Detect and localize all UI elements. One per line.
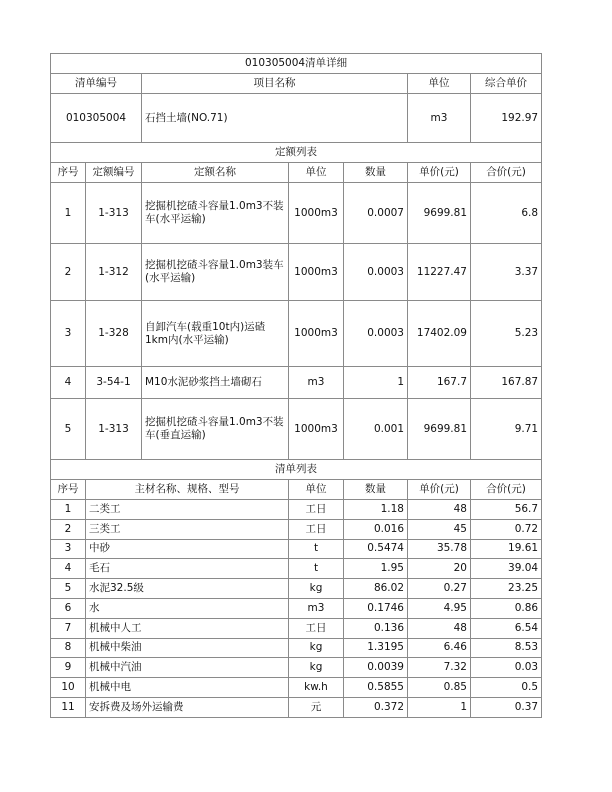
quota-total: 6.8 [471, 183, 542, 244]
quota-col-total: 合价(元) [471, 163, 542, 183]
material-col-total: 合价(元) [471, 480, 542, 500]
material-unit: 工日 [289, 618, 344, 638]
material-total: 39.04 [471, 559, 542, 579]
material-unit: kw.h [289, 678, 344, 698]
material-price: 35.78 [408, 539, 471, 559]
material-row [51, 500, 542, 520]
quota-row [51, 301, 542, 367]
material-total: 0.86 [471, 598, 542, 618]
material-name: 机械中汽油 [86, 658, 289, 678]
material-qty: 1.95 [344, 559, 408, 579]
material-name: 水泥32.5级 [86, 579, 289, 599]
quota-col-no: 序号 [51, 163, 86, 183]
material-col-name: 主材名称、规格、型号 [86, 480, 289, 500]
code-header: 清单编号 [51, 74, 142, 94]
material-unit: 工日 [289, 500, 344, 520]
material-price: 7.32 [408, 658, 471, 678]
material-qty: 0.5474 [344, 539, 408, 559]
quota-qty: 1 [344, 367, 408, 399]
unit-header: 单位 [408, 74, 471, 94]
quota-row [51, 183, 542, 244]
material-total: 23.25 [471, 579, 542, 599]
material-no: 5 [51, 579, 86, 599]
quota-unit: 1000m3 [289, 244, 344, 301]
material-total: 6.54 [471, 618, 542, 638]
quota-col-qty: 数量 [344, 163, 408, 183]
material-name: 机械中电 [86, 678, 289, 698]
quota-qty: 0.001 [344, 399, 408, 460]
quota-price: 17402.09 [408, 301, 471, 367]
quota-name: 挖掘机挖碴斗容量1.0m3不装车(垂直运输) [142, 399, 289, 460]
quota-price: 167.7 [408, 367, 471, 399]
quota-qty: 0.0003 [344, 244, 408, 301]
quota-total: 167.87 [471, 367, 542, 399]
material-price: 0.27 [408, 579, 471, 599]
quota-no: 3 [51, 301, 86, 367]
material-row [51, 519, 542, 539]
material-col-price: 单价(元) [408, 480, 471, 500]
quota-total: 3.37 [471, 244, 542, 301]
material-no: 7 [51, 618, 86, 638]
material-no: 1 [51, 500, 86, 520]
material-no: 10 [51, 678, 86, 698]
material-row [51, 697, 542, 717]
quota-unit: 1000m3 [289, 301, 344, 367]
material-row [51, 618, 542, 638]
material-no: 4 [51, 559, 86, 579]
material-price: 4.95 [408, 598, 471, 618]
material-section-title: 清单列表 [51, 460, 542, 480]
name-header: 项目名称 [142, 74, 408, 94]
quota-code: 1-312 [86, 244, 142, 301]
quota-row [51, 244, 542, 301]
item-name: 石挡土墙(NO.71) [142, 94, 408, 143]
material-unit: t [289, 539, 344, 559]
material-no: 9 [51, 658, 86, 678]
quota-row [51, 367, 542, 399]
quota-price: 9699.81 [408, 183, 471, 244]
material-price: 20 [408, 559, 471, 579]
quota-name: 自卸汽车(载重10t内)运碴1km内(水平运输) [142, 301, 289, 367]
item-unit: m3 [408, 94, 471, 143]
quota-price: 9699.81 [408, 399, 471, 460]
quota-no: 5 [51, 399, 86, 460]
quota-no: 1 [51, 183, 86, 244]
material-total: 0.37 [471, 697, 542, 717]
material-name: 二类工 [86, 500, 289, 520]
material-row [51, 579, 542, 599]
quota-qty: 0.0007 [344, 183, 408, 244]
material-unit: kg [289, 579, 344, 599]
material-unit: 工日 [289, 519, 344, 539]
material-name: 机械中人工 [86, 618, 289, 638]
material-unit: 元 [289, 697, 344, 717]
material-total: 8.53 [471, 638, 542, 658]
quota-col-name: 定额名称 [142, 163, 289, 183]
material-qty: 0.5855 [344, 678, 408, 698]
material-price: 45 [408, 519, 471, 539]
material-row [51, 658, 542, 678]
material-qty: 1.3195 [344, 638, 408, 658]
material-no: 11 [51, 697, 86, 717]
bill-detail-table [50, 53, 542, 718]
material-unit: m3 [289, 598, 344, 618]
material-name: 三类工 [86, 519, 289, 539]
material-price: 48 [408, 618, 471, 638]
item-code: 010305004 [51, 94, 142, 143]
quota-code: 1-313 [86, 399, 142, 460]
material-price: 0.85 [408, 678, 471, 698]
quota-no: 2 [51, 244, 86, 301]
material-price: 6.46 [408, 638, 471, 658]
material-name: 安拆费及场外运输费 [86, 697, 289, 717]
material-unit: kg [289, 658, 344, 678]
quota-no: 4 [51, 367, 86, 399]
material-row [51, 598, 542, 618]
material-name: 机械中柴油 [86, 638, 289, 658]
quota-total: 5.23 [471, 301, 542, 367]
material-no: 8 [51, 638, 86, 658]
material-total: 0.03 [471, 658, 542, 678]
material-qty: 86.02 [344, 579, 408, 599]
material-row [51, 638, 542, 658]
material-col-no: 序号 [51, 480, 86, 500]
price-header: 综合单价 [471, 74, 542, 94]
material-name: 水 [86, 598, 289, 618]
material-name: 毛石 [86, 559, 289, 579]
quota-name: 挖掘机挖碴斗容量1.0m3不装车(水平运输) [142, 183, 289, 244]
quota-unit: 1000m3 [289, 183, 344, 244]
material-qty: 0.016 [344, 519, 408, 539]
material-qty: 0.1746 [344, 598, 408, 618]
quota-col-price: 单价(元) [408, 163, 471, 183]
material-qty: 0.136 [344, 618, 408, 638]
quota-row [51, 399, 542, 460]
material-qty: 1.18 [344, 500, 408, 520]
material-no: 3 [51, 539, 86, 559]
material-row [51, 678, 542, 698]
table-title: 010305004清单详细 [51, 54, 542, 74]
material-qty: 0.0039 [344, 658, 408, 678]
quota-col-code: 定额编号 [86, 163, 142, 183]
material-total: 19.61 [471, 539, 542, 559]
quota-code: 1-328 [86, 301, 142, 367]
quota-section-title: 定额列表 [51, 143, 542, 163]
material-price: 48 [408, 500, 471, 520]
material-total: 56.7 [471, 500, 542, 520]
quota-name: M10水泥砂浆挡土墙砌石 [142, 367, 289, 399]
quota-qty: 0.0003 [344, 301, 408, 367]
material-total: 0.5 [471, 678, 542, 698]
quota-col-unit: 单位 [289, 163, 344, 183]
quota-name: 挖掘机挖碴斗容量1.0m3装车(水平运输) [142, 244, 289, 301]
quota-total: 9.71 [471, 399, 542, 460]
material-qty: 0.372 [344, 697, 408, 717]
material-no: 2 [51, 519, 86, 539]
material-no: 6 [51, 598, 86, 618]
material-unit: kg [289, 638, 344, 658]
quota-unit: m3 [289, 367, 344, 399]
material-price: 1 [408, 697, 471, 717]
item-price: 192.97 [471, 94, 542, 143]
quota-unit: 1000m3 [289, 399, 344, 460]
material-unit: t [289, 559, 344, 579]
quota-code: 1-313 [86, 183, 142, 244]
material-name: 中砂 [86, 539, 289, 559]
material-row [51, 539, 542, 559]
quota-price: 11227.47 [408, 244, 471, 301]
material-col-unit: 单位 [289, 480, 344, 500]
quota-code: 3-54-1 [86, 367, 142, 399]
material-col-qty: 数量 [344, 480, 408, 500]
material-row [51, 559, 542, 579]
material-total: 0.72 [471, 519, 542, 539]
